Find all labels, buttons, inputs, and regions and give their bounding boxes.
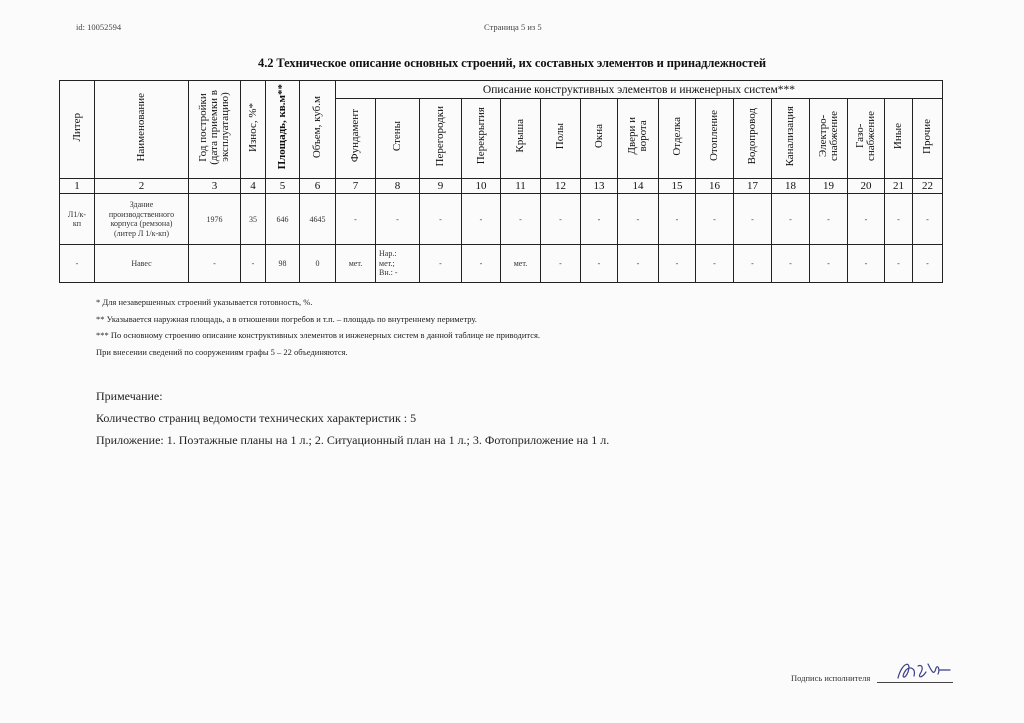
col-area-header: Площадь, кв.м** — [266, 81, 300, 179]
table-cell: - — [696, 194, 734, 245]
table-cell: - — [659, 245, 696, 283]
col-volume-header: Объем, куб.м — [300, 81, 336, 179]
column-number-cell: 20 — [848, 179, 885, 194]
table-cell: - — [541, 194, 581, 245]
table-cell: - — [659, 194, 696, 245]
table-cell: 4645 — [300, 194, 336, 245]
table-cell: мет. — [336, 245, 376, 283]
col-floors-over-header: Перекрытия — [462, 99, 501, 179]
table-cell: - — [581, 194, 618, 245]
col-partitions-header: Перегородки — [420, 99, 462, 179]
col-walls-header: Стены — [376, 99, 420, 179]
table-row — [60, 194, 943, 245]
table-cell: - — [734, 194, 772, 245]
section-title: 4.2 Техническое описание основных строений, их составных элементов и принадлежностей — [258, 56, 766, 70]
table-cell: - — [420, 194, 462, 245]
table-cell: - — [376, 194, 420, 245]
column-number-cell: 4 — [241, 179, 266, 194]
table-cell: - — [618, 245, 659, 283]
col-foundation-header: Фундамент — [336, 99, 376, 179]
table-cell: Навес — [95, 245, 189, 283]
remark-page-count: Количество страниц ведомости технических характеристик : 5 — [96, 411, 417, 425]
table-cell: - — [541, 245, 581, 283]
table-cell: 646 — [266, 194, 300, 245]
column-number-cell: 13 — [581, 179, 618, 194]
table-cell: - — [420, 245, 462, 283]
table-cell: - — [189, 245, 241, 283]
column-number-cell: 17 — [734, 179, 772, 194]
col-wear-header: Износ, %* — [241, 81, 266, 179]
remark-heading: Примечание: — [96, 389, 163, 403]
column-number-cell: 16 — [696, 179, 734, 194]
handwritten-signature — [892, 658, 954, 684]
footnote-2: ** Указывается наружная площадь, а в отношении погребов и т.п. – площадь по внутреннему периметру. — [96, 314, 477, 324]
table-cell: - — [241, 245, 266, 283]
table-cell: - — [885, 245, 913, 283]
table-cell: 0 — [300, 245, 336, 283]
table-cell: 98 — [266, 245, 300, 283]
table-cell: - — [772, 245, 810, 283]
table-cell: - — [696, 245, 734, 283]
footnote-3: *** По основному строению описание конструктивных элементов и инженерных систем в данной таблице не приводится. — [96, 330, 541, 340]
table-cell: - — [772, 194, 810, 245]
table-cell: - — [462, 194, 501, 245]
column-number-cell: 8 — [376, 179, 420, 194]
column-numbers-row — [60, 179, 943, 194]
table-cell: - — [60, 245, 95, 283]
table-cell: - — [462, 245, 501, 283]
column-number-cell: 18 — [772, 179, 810, 194]
column-number-cell: 19 — [810, 179, 848, 194]
table-cell: Л1/к- кп — [60, 194, 95, 245]
col-water-header: Водопровод — [734, 99, 772, 179]
table-cell: - — [848, 245, 885, 283]
column-number-cell: 2 — [95, 179, 189, 194]
column-number-cell: 12 — [541, 179, 581, 194]
column-number-cell: 5 — [266, 179, 300, 194]
column-number-cell: 3 — [189, 179, 241, 194]
footnote-4: При внесении сведений по сооружениям графы 5 – 22 объединяются. — [96, 347, 348, 357]
column-number-cell: 9 — [420, 179, 462, 194]
col-name-header: Наименование — [95, 81, 189, 179]
structural-elements-group-header: Описание конструктивных элементов и инженерных систем*** — [336, 81, 943, 99]
table-cell: Нар.: мет.; Вн.: - — [376, 245, 420, 283]
page-number: Страница 5 из 5 — [484, 22, 542, 32]
table-cell: - — [913, 245, 943, 283]
remark-attachments: Приложение: 1. Поэтажные планы на 1 л.; 2. Ситуационный план на 1 л.; 3. Фотоприложение на 1 л. — [96, 433, 610, 447]
column-number-cell: 14 — [618, 179, 659, 194]
column-number-cell: 10 — [462, 179, 501, 194]
col-roof-header: Крыша — [501, 99, 541, 179]
table-cell: Здание производственного корпуса (ремзона) (литер Л 1/к-кп) — [95, 194, 189, 245]
col-other-header: Иные — [885, 99, 913, 179]
column-number-cell: 11 — [501, 179, 541, 194]
table-cell: - — [810, 245, 848, 283]
table-cell: - — [501, 194, 541, 245]
col-heating-header: Отопление — [696, 99, 734, 179]
column-number-cell: 6 — [300, 179, 336, 194]
col-finish-header: Отделка — [659, 99, 696, 179]
col-liter-header: Литер — [60, 81, 95, 179]
col-windows-header: Окна — [581, 99, 618, 179]
table-cell: 1976 — [189, 194, 241, 245]
col-doors-header: Двери и ворота — [618, 99, 659, 179]
column-number-cell: 7 — [336, 179, 376, 194]
signature-label: Подпись исполнителя — [791, 673, 871, 683]
table-cell: - — [885, 194, 913, 245]
column-number-cell: 22 — [913, 179, 943, 194]
col-electric-header: Электро- снабжение — [810, 99, 848, 179]
table-cell: - — [336, 194, 376, 245]
document-id: id: 10052594 — [76, 22, 122, 32]
col-misc-header: Прочие — [913, 99, 943, 179]
table-cell: 35 — [241, 194, 266, 245]
table-cell: - — [913, 194, 943, 245]
col-sewer-header: Канализация — [772, 99, 810, 179]
column-number-cell: 21 — [885, 179, 913, 194]
table-cell: - — [734, 245, 772, 283]
table-row — [60, 245, 943, 283]
column-number-cell: 1 — [60, 179, 95, 194]
table-cell: - — [618, 194, 659, 245]
table-cell: мет. — [501, 245, 541, 283]
table-cell: - — [581, 245, 618, 283]
table-cell: - — [810, 194, 848, 245]
col-gas-header: Газо- снабжение — [848, 99, 885, 179]
table-cell: - — [848, 194, 885, 245]
col-year-header: Год постройки (дата приемки в эксплуатацию) — [189, 81, 241, 179]
technical-description-table — [59, 80, 943, 283]
col-floors-header: Полы — [541, 99, 581, 179]
column-number-cell: 15 — [659, 179, 696, 194]
footnote-1: * Для незавершенных строений указывается готовность, %. — [96, 297, 313, 307]
